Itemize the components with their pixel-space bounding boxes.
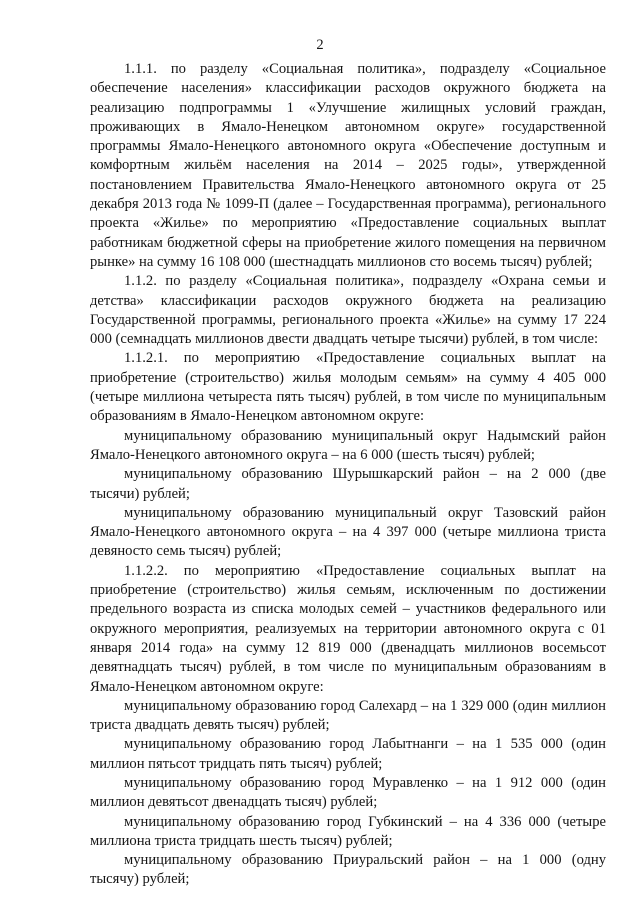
paragraph-1-1-2-1: 1.1.2.1. по мероприятию «Предоставление социальных выплат на приобретение (строительство) жилья молодым семьям» на сумму 4 405 000 (четыре миллиона четыреста пять тысяч) рублей, в том числе по муниципальным образованиям в Ямало-Ненецком автономном округе: — [90, 350, 606, 425]
paragraph-shuryshkar-district: муниципальному образованию Шурышкарский район – на 2 000 (две тысячи) рублей; — [90, 466, 606, 502]
paragraph-1-1-2: 1.1.2. по разделу «Социальная политика», подразделу «Охрана семьи и детства» классификации расходов окружного бюджета на реализацию Государственной программы, регионального проекта «Жилье» на сумму 17 224 000 (семнадцать миллионов двести двадцать четыре тысячи) рублей, в том числе: — [90, 273, 606, 348]
paragraph-nadym-district: муниципальному образованию муниципальный округ Надымский район Ямало-Ненецкого автономного округа – на 6 000 (шесть тысяч) рублей; — [90, 427, 606, 463]
paragraph-1-1-2-2: 1.1.2.2. по мероприятию «Предоставление социальных выплат на приобретение (строительство) жилья семьям, исключенным по достижении предельного возраста из списка молодых семей – участников федерального или окружного мероприятия, реализуемых на территории автономного округа с 01 января 2014 года» на сумму 12 819 000 (двенадцать миллионов восемьсот девятнадцать тысяч) рублей, в том числе по муниципальным образованиям в Ямало-Ненецком автономном округе: — [90, 562, 606, 695]
paragraph-tazovsky-district: муниципальному образованию муниципальный округ Тазовский район Ямало-Ненецкого автономного округа – на 4 397 000 (четыре миллиона триста девяносто семь тысяч) рублей; — [90, 504, 606, 560]
paragraph-muravlenko: муниципальному образованию город Муравленко – на 1 912 000 (один миллион девятьсот двенадцать тысяч) рублей; — [90, 774, 606, 811]
page-number: 2 — [316, 37, 324, 53]
paragraph-priuralsky-district: муниципальному образованию Приуральский район – на 1 000 (одну тысячу) рублей; — [90, 852, 606, 888]
paragraph-gubkinsky: муниципальному образованию город Губкинский – на 4 336 000 (четыре миллиона триста тридцать шесть тысяч) рублей; — [90, 813, 606, 849]
paragraph-salekhard: муниципальному образованию город Салехард – на 1 329 000 (один миллион триста двадцать девять тысяч) рублей; — [90, 697, 606, 734]
paragraph-1-1-1: 1.1.1. по разделу «Социальная политика», подразделу «Социальное обеспечение населения» классификации расходов окружного бюджета на реализацию подпрограммы 1 «Улучшение жилищных условий граждан, проживающих в Ямало-Ненецком автономном округе» государственной программы Ямало-Ненецкого автономного округа «Обеспечение доступным и комфортным жильём населения на 2014 – 2025 годы», утвержденной постановлением Правительства Ямало-Ненецкого автономного округа от 25 декабря 2013 года № 1099-П (далее – Государственная программа), регионального проекта «Жилье» по мероприятию «Предоставление социальных выплат работникам бюджетной сферы на приобретение жилого помещения на первичном рынке» на сумму 16 108 000 (шестнадцать миллионов сто восемь тысяч) рублей; — [90, 61, 606, 270]
document-body — [90, 60, 606, 890]
paragraph-labytnangi: муниципальному образованию город Лабытнанги – на 1 535 000 (один миллион пятьсот тридцать пять тысяч) рублей; — [90, 736, 606, 772]
